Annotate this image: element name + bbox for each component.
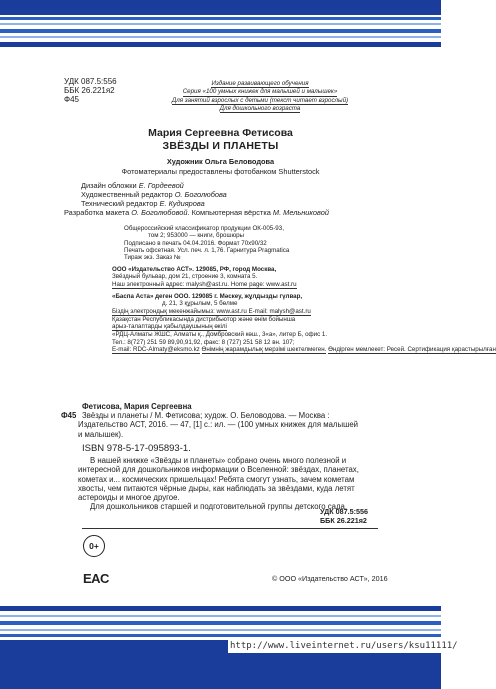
bib-annotation-line: астероиды и многое другое. (78, 493, 180, 503)
credit-label: Разработка макета (64, 208, 132, 217)
credit-tech-editor (81, 199, 227, 208)
top-band-stripe (0, 42, 441, 47)
kazakh-info-line: арыз-талаптарды қабылдаушының өкілі (112, 323, 227, 331)
bib-annotation-line: В нашей книжке «Звёзды и планеты» собрано очень много полезной и (90, 456, 347, 465)
book-author: Мария Сергеевна Фетисова (148, 127, 293, 139)
copyright-notice: © ООО «Издательство АСТ», 2016 (272, 574, 388, 583)
credit-name: Е. Гордеевой (138, 181, 184, 190)
series-note: Серия «100 умных книжек для малышей и малышек» (182, 88, 338, 96)
eac-certification-mark: EAC (83, 571, 109, 586)
print-info-line: Общероссийский классификатор продукции ОК-005-93, (124, 225, 284, 232)
series-note: Издание развивающего обучения (211, 80, 309, 87)
print-info-line: Печать офсетная. Усл. печ. л. 1,76. Гарнитура Pragmatica (124, 246, 290, 254)
kazakh-info-line: Тел.: 8(727) 251 59 89,90,91,92, факс: 8 (727) 251 58 12 вн. 107; (112, 338, 295, 346)
bib-isbn: ISBN 978-5-17-095893-1. (82, 443, 191, 454)
print-info-line: том 2; 953000 — книги, брошюры (148, 232, 244, 240)
bottom-band-stripe (0, 621, 441, 625)
credit-layout (64, 208, 329, 217)
print-info-line: Тираж экз. Заказ № (124, 254, 181, 262)
credit-label: Художественный редактор (81, 190, 175, 199)
udk-code: УДК 087.5:556 (64, 77, 117, 86)
age-rating-text: 0+ (89, 541, 99, 551)
kazakh-info-line: E-mail: RDC-Almaty@eksmo.kz (112, 346, 200, 354)
series-note: Для занятий взрослых с детьми (текст читает взрослый) (171, 96, 349, 104)
bottom-decorative-band (0, 606, 458, 689)
kazakh-info-line: «РДЦ-Алматы ЖШС, Алматы қ., Домбровский көш., 3«а», литер Б, офис 1. (112, 331, 328, 339)
bottom-band-stripe (0, 629, 441, 631)
publisher-info-line: Звёздный бульвар, дом 21, строение 3, комната 5. (112, 273, 258, 281)
bib-annotation (78, 456, 359, 512)
author-mark: Ф45 (64, 95, 79, 104)
credit-name: О. Боголюбовой (131, 208, 188, 217)
bib-separator-line (82, 528, 378, 529)
bbk-code: ББК 26.221я2 (64, 86, 115, 95)
kazakh-info-line: д. 21, 3 құрылым, 5 бөлме (162, 300, 238, 308)
kazakh-info-line: Қазақстан Республикасында дистрибьютор және өнім бойынша (112, 315, 296, 323)
credit-label: Дизайн обложки (81, 181, 139, 190)
publisher-info (112, 266, 297, 289)
bib-classification (320, 508, 368, 525)
top-band-stripe (0, 29, 441, 33)
bib-entry-line: Звёзды и планеты / М. Фетисова; худож. О. Беловодова. — Москва : (82, 411, 330, 420)
bib-annotation-line: хвосты, чем питаются чёрные дыры, как наблюдать за звёздами, куда летят (78, 483, 355, 493)
top-band-stripe (0, 17, 441, 20)
series-notes (162, 80, 358, 113)
bottom-band-stripe (0, 606, 441, 611)
credit-art-editor (81, 190, 227, 199)
credit-name: Е. Кудиярова (159, 199, 205, 208)
series-note: Для дошкольного возраста (219, 104, 301, 112)
bib-udk: УДК 087.5:556 (320, 507, 368, 516)
credit-name: М. Мельниковой (272, 208, 329, 217)
credit-label: Технический редактор (81, 199, 160, 208)
bottom-band-stripe (0, 615, 441, 617)
credit-artist: Художник Ольга Беловодова (166, 157, 275, 166)
print-info (124, 225, 289, 261)
bib-entry-line: Издательство АСТ, 2016. — 47, [1] с.: ил. — (100 умных книжек для малышей (78, 420, 359, 430)
publisher-info-line: ООО «Издательство АСТ». 129085, РФ, город Москва, (112, 266, 277, 273)
bib-bbk: ББК 26.221я2 (320, 515, 367, 525)
publisher-info-line: Наш электронный адрес: malysh@ast.ru. Home page: www.ast.ru (112, 280, 297, 288)
bib-annotation-line: интересной для дошкольников информации о Вселенной: звёздах, планетах, (78, 465, 359, 475)
top-band-stripe (0, 36, 441, 38)
book-title: ЗВЁЗДЫ И ПЛАНЕТЫ (162, 140, 279, 152)
credit-name: О. Боголюбова (174, 190, 227, 199)
udk-block (64, 77, 117, 104)
kazakh-info-line: Өнімнің жарамдылық мерзімі шектелмеген. (201, 346, 327, 354)
bottom-band-stripe (0, 634, 441, 637)
kazakh-info-line: Біздің электрондық мекенжайымыз: www.ast.ru E-mail: malysh@ast.ru (112, 307, 311, 315)
bib-code: Ф45 (61, 411, 77, 420)
credit-label: . Компьютерная вёрстка (187, 208, 273, 217)
top-decorative-band (0, 0, 441, 50)
top-band-block (0, 0, 441, 15)
bib-author-heading: Фетисова, Мария Сергеевна (82, 402, 192, 411)
kazakh-info-line: «Баспа Аста» деген ООО. 129085 г. Мәскеу, жұлдызды гүлвар, (112, 293, 303, 300)
bib-entry-line: и малышек). (78, 429, 124, 439)
age-rating-mark (83, 535, 105, 557)
kazakh-info-line: Өндірген мемлекет: Ресей. Сертификация қарастырылған (328, 346, 496, 354)
bib-entry (78, 411, 359, 439)
watermark-url: http://www.liveinternet.ru/users/ksu11111/ (230, 641, 458, 651)
kazakh-info (112, 293, 496, 354)
credit-cover-design (81, 181, 227, 190)
credits-editors (81, 181, 227, 208)
bib-annotation-line: кометах и... космических пришельцах! Ребята смогут узнать, зачем кометам (78, 474, 355, 484)
credit-photos: Фотоматериалы предоставлены фотобанком Shutterstock (121, 167, 320, 176)
top-band-stripe (0, 23, 441, 25)
print-info-line: Подписано в печать 04.04.2016. Формат 70х90/32 (124, 239, 267, 247)
bib-audience: Для дошкольников старшей и подготовительной группы детского сада. (90, 502, 348, 512)
